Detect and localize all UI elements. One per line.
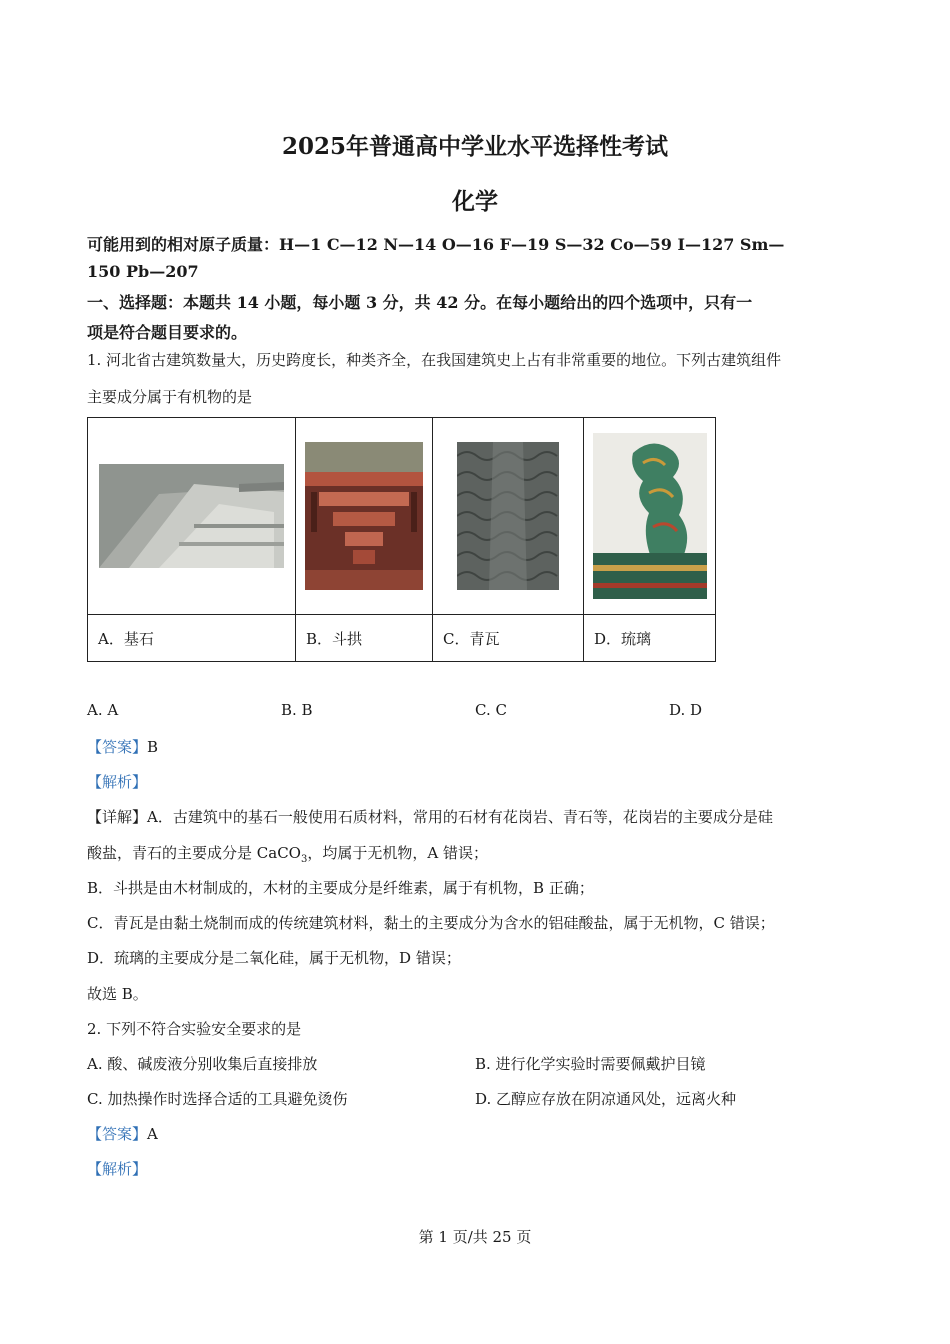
q1-detail-c: C．青瓦是由黏土烧制而成的传统建筑材料，黏土的主要成分为含水的铝硅酸盐，属于无机物，C 错误；	[87, 914, 775, 932]
q1-detail-line2-tail: ，均属于无机物，A 错误；	[307, 844, 488, 862]
q1-detail-line1: 【详解】A．古建筑中的基石一般使用石质材料，常用的石材有花岗岩、青石等，花岗岩的主要成分是硅	[87, 808, 773, 826]
q1-stem-line2: 主要成分属于有机物的是	[87, 388, 253, 406]
q1-detail-line2-text: 酸盐，青石的主要成分是 CaCO	[87, 844, 301, 862]
q2-answer-tag: 【答案】	[87, 1125, 148, 1143]
q2-answer-value: A	[147, 1125, 158, 1143]
q1-answer-tag: 【答案】	[87, 738, 148, 756]
label-a-foundation-stone: A．基石	[88, 615, 296, 662]
q2-option-b: B. 进行化学实验时需要佩戴护目镜	[475, 1055, 706, 1073]
q1-conclusion: 故选 B。	[87, 985, 148, 1003]
cell-green-tile	[433, 418, 584, 615]
q1-image-table	[87, 417, 716, 662]
q1-choice-a: A. A	[87, 701, 119, 719]
q1-detail-b: B．斗拱是由木材制成的，木材的主要成分是纤维素，属于有机物，B 正确；	[87, 879, 594, 897]
q1-detail-line2-subscript: 3	[300, 854, 308, 865]
label-b-dougong: B．斗拱	[296, 615, 433, 662]
q2-option-c: C. 加热操作时选择合适的工具避免烫伤	[87, 1090, 348, 1108]
q2-answer-line	[87, 1123, 158, 1144]
foundation-stone-image	[99, 464, 284, 568]
q1-detail-d: D．琉璃的主要成分是二氧化硅，属于无机物，D 错误；	[87, 949, 461, 967]
label-c-green-tile: C．青瓦	[433, 615, 584, 662]
section1-instructions-line1: 一、选择题：本题共 14 小题，每小题 3 分，共 42 分。在每小题给出的四个选项中，只有一	[87, 293, 753, 312]
q2-option-a: A. 酸、碱废液分别收集后直接排放	[87, 1055, 318, 1073]
q1-choice-b: B. B	[281, 701, 313, 719]
cell-glazed-tile	[584, 418, 716, 615]
q1-choice-c: C. C	[475, 701, 507, 719]
q1-analysis-tag: 【解析】	[87, 773, 148, 791]
subject-heading: 化学	[452, 188, 498, 215]
q1-stem-line1: 1. 河北省古建筑数量大，历史跨度长，种类齐全，在我国建筑史上占有非常重要的地位。下列古建筑组件	[87, 351, 782, 369]
q2-option-d: D. 乙醇应存放在阴凉通风处，远离火种	[475, 1090, 737, 1108]
cell-foundation-stone	[88, 418, 296, 615]
cell-dougong	[296, 418, 433, 615]
green-tile-image	[457, 442, 559, 590]
q2-stem: 2. 下列不符合实验安全要求的是	[87, 1020, 302, 1038]
exam-title: 2025年普通高中学业水平选择性考试	[281, 133, 668, 160]
atomic-masses-line2: 150 Pb—207	[87, 262, 199, 281]
page-number-footer: 第 1 页/共 25 页	[418, 1228, 532, 1246]
q2-analysis-tag: 【解析】	[87, 1160, 148, 1178]
glazed-tile-image	[593, 433, 707, 599]
section1-instructions-line2: 项是符合题目要求的。	[87, 323, 248, 342]
q1-choice-d: D. D	[669, 701, 703, 719]
dougong-bracket-image	[305, 442, 423, 590]
q1-answer-line	[87, 736, 158, 757]
q1-answer-value: B	[147, 738, 159, 756]
label-d-glazed-tile: D．琉璃	[584, 615, 716, 662]
atomic-masses-line1: 可能用到的相对原子质量：H—1 C—12 N—14 O—16 F—19 S—32 Co—59 I—127 Sm—	[87, 235, 785, 254]
q1-detail-line2	[87, 842, 488, 865]
